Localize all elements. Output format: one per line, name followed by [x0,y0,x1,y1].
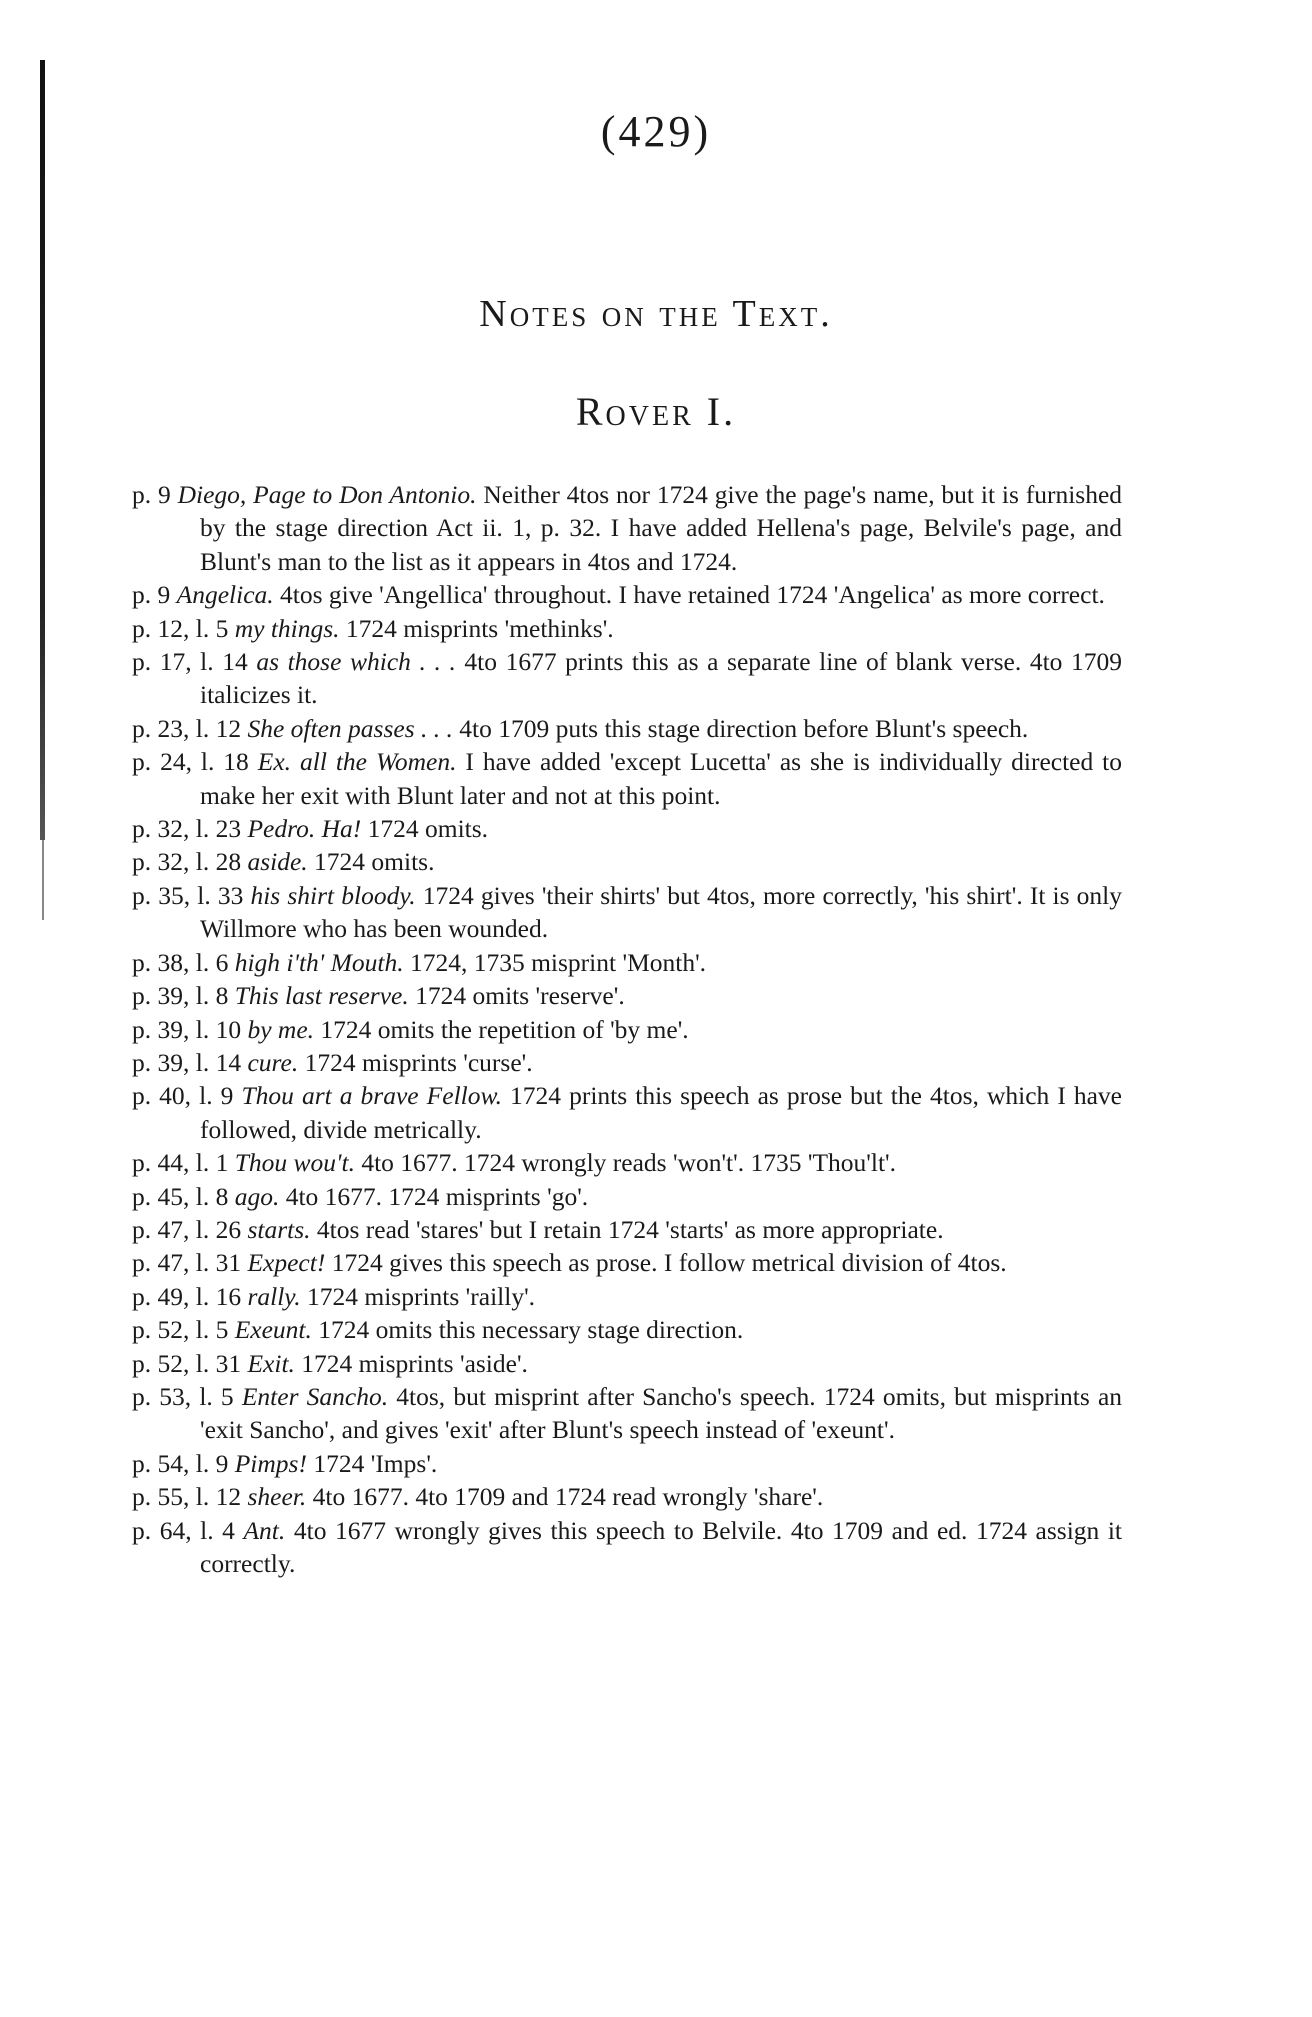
note-text: 4tos give 'Angellica' throughout. I have retained 1724 'Angelica' as more correct. [280,580,1105,610]
note-text: 1724 'Imps'. [313,1448,438,1478]
note-lemma: Diego, Page to Don Antonio. [177,480,477,509]
note-lemma: aside. [247,847,308,877]
note-lemma: cure. [247,1047,299,1077]
note-lemma: as those which . . . [256,647,456,677]
note-ref: p. 53, l. 5 [132,1381,234,1411]
note-item [132,645,1122,712]
note-item [132,1246,1122,1279]
note-lemma: his shirt bloody. [250,880,416,910]
note-lemma: Enter Sancho. [241,1381,389,1411]
note-ref: p. 39, l. 8 [132,981,229,1011]
note-ref: p. 32, l. 23 [132,814,242,844]
note-ref: p. 9 [132,480,171,509]
note-item [132,946,1122,979]
note-text: 1724 misprints 'methinks'. [345,613,614,643]
note-ref: p. 44, l. 1 [132,1148,229,1178]
note-lemma: Exeunt. [234,1315,312,1345]
note-ref: p. 24, l. 18 [132,747,249,777]
note-item [132,1013,1122,1046]
note-item [132,1313,1122,1346]
note-lemma: Ant. [243,1515,286,1545]
note-item [132,578,1122,611]
note-lemma: high i'th' Mouth. [234,947,404,977]
note-item [132,745,1122,812]
note-text: 1724 misprints 'railly'. [306,1281,536,1311]
note-ref: p. 23, l. 12 [132,713,242,743]
note-item [132,612,1122,645]
note-text: 1724, 1735 misprint 'Month'. [409,947,707,977]
note-item [132,1380,1122,1447]
note-ref: p. 40, l. 9 [132,1081,234,1111]
note-ref: p. 52, l. 5 [132,1315,229,1345]
note-text: 1724 misprints 'curse'. [304,1047,533,1077]
note-lemma: my things. [234,613,340,643]
note-ref: p. 47, l. 26 [132,1214,242,1244]
page-number: (429) [600,107,712,156]
note-ref: p. 35, l. 33 [132,880,244,910]
note-lemma: sheer. [247,1482,307,1512]
note-item [132,1280,1122,1313]
note-text: Neither 4tos nor 1724 give the page's name, but it is furnished by the stage direction Act ii. 1, p. 32. I have added Hellena's page, Belvile's page, and Blunt's man to the list as it appears in 4tos and 1724. [200,480,1123,576]
note-item [132,1480,1122,1513]
note-lemma: Exit. [247,1348,295,1378]
play-title: Rover I. [575,389,737,434]
note-lemma: Expect! [247,1248,326,1278]
note-text: I have added 'except Lucetta' as she is individually directed to make her exit with Blunt later and not at this point. [200,747,1123,810]
note-ref: p. 55, l. 12 [132,1482,242,1512]
note-ref: p. 64, l. 4 [132,1515,235,1545]
note-text: 1724 omits 'reserve'. [415,981,625,1011]
note-text: 4tos, but misprint after Sancho's speech. 1724 omits, but misprints an 'exit Sancho', and gives 'exit' after Blunt's speech instead of 'exeunt'. [200,1381,1123,1445]
note-ref: p. 49, l. 16 [132,1281,242,1311]
note-lemma: starts. [247,1214,311,1244]
binding-edge-fragment [42,840,44,920]
note-ref: p. 17, l. 14 [132,647,248,677]
note-lemma: She often passes . . . [247,713,453,743]
note-text: 1724 misprints 'aside'. [301,1348,528,1378]
note-text: 4to 1677 prints this as a separate line of blank verse. 4to 1709 italicizes it. [200,647,1122,710]
note-item [132,1213,1122,1246]
note-item [132,1146,1122,1179]
note-lemma: ago. [234,1181,280,1211]
note-item [132,979,1122,1012]
note-lemma: by me. [247,1014,315,1044]
note-lemma: Pedro. Ha! [247,814,362,844]
note-text: 4tos read 'stares' but I retain 1724 'starts' as more appropriate. [316,1214,944,1244]
note-lemma: This last reserve. [234,981,409,1011]
note-lemma: Angelica. [176,580,274,610]
note-lemma: Thou wou't. [234,1148,355,1178]
note-item [132,845,1122,878]
note-ref: p. 12, l. 5 [132,613,229,643]
note-ref: p. 47, l. 31 [132,1248,242,1278]
note-item [132,1347,1122,1380]
note-text: 1724 prints this speech as prose but the 4tos, which I have followed, divide metrically. [200,1081,1123,1144]
note-item [132,1447,1122,1480]
note-text: 1724 omits the repetition of 'by me'. [320,1014,689,1044]
note-lemma: rally. [247,1281,301,1311]
note-text: 4to 1677. 1724 wrongly reads 'won't'. 1735 'Thou'lt'. [361,1148,897,1178]
note-text: 1724 gives 'their shirts' but 4tos, more correctly, 'his shirt'. It is only Willmore who has been wounded. [200,880,1122,944]
note-item [132,1046,1122,1079]
note-ref: p. 54, l. 9 [132,1448,229,1478]
note-ref: p. 39, l. 10 [132,1014,242,1044]
note-ref: p. 38, l. 6 [132,947,229,977]
note-item [132,1514,1122,1581]
note-lemma: Pimps! [234,1448,307,1478]
note-item [132,712,1122,745]
note-item [132,478,1122,578]
note-text: 4to 1677 wrongly gives this speech to Belvile. 4to 1709 and ed. 1724 assign it correctly. [200,1515,1123,1578]
note-lemma: Thou art a brave Fellow. [241,1081,502,1111]
binding-edge [40,60,45,840]
section-title: Notes on the Text. [479,293,833,335]
note-text: 1724 gives this speech as prose. I follow metrical division of 4tos. [331,1248,1007,1278]
note-text: 4to 1677. 1724 misprints 'go'. [285,1181,589,1211]
notes-list [132,478,1122,1580]
note-item [132,1079,1122,1146]
note-text: 1724 omits this necessary stage direction. [318,1315,744,1345]
note-ref: p. 45, l. 8 [132,1181,229,1211]
note-ref: p. 32, l. 28 [132,847,242,877]
note-ref: p. 52, l. 31 [132,1348,242,1378]
note-text: 4to 1709 puts this stage direction before Blunt's speech. [459,713,1029,743]
note-lemma: Ex. all the Women. [257,747,457,777]
note-text: 4to 1677. 4to 1709 and 1724 read wrongly 'share'. [312,1482,824,1512]
note-text: 1724 omits. [367,814,489,844]
note-ref: p. 39, l. 14 [132,1047,242,1077]
note-item [132,812,1122,845]
note-item [132,879,1122,946]
note-item [132,1180,1122,1213]
note-text: 1724 omits. [314,847,435,877]
note-ref: p. 9 [132,580,171,610]
